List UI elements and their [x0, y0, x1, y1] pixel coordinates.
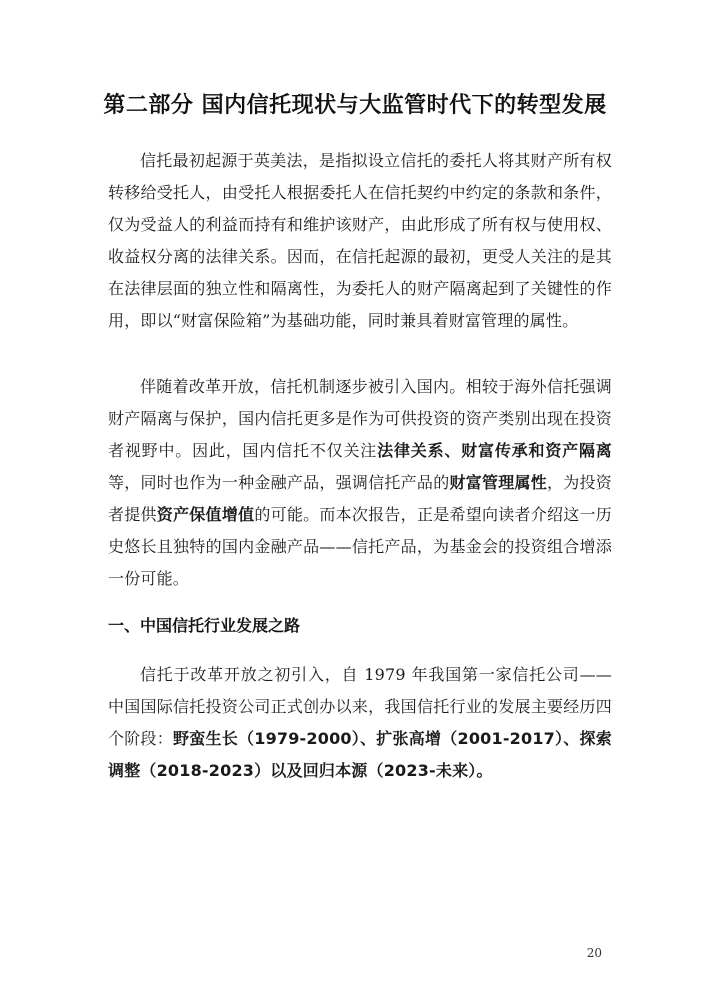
- page-number: 20: [586, 946, 602, 960]
- paragraph-trust-origin: [108, 145, 612, 337]
- paragraph-text: [108, 659, 612, 787]
- text-run: 伴随着改革开放，信托机制逐步被引入国内。相较于海外信托强调财产隔离与保护，国内信托更多是作为可供投资的资产类别出现在投资者视野中。因此，国内信托不仅关注: [108, 377, 612, 460]
- paragraph-text: [108, 371, 612, 595]
- text-run: 的可能。而本次报告，正是希望向读者介绍这一历史悠长且独特的国内金融产品——信托产品，为基金会的投资组合增添一份可能。: [108, 505, 612, 588]
- bold-text-run: 野蛮生长（1979-2000）、扩张高增（2001-2017）、探索调整（2018-2023）以及回归本源（2023-未来）。: [108, 729, 612, 780]
- bold-text-run: 法律关系、财富传承和资产隔离: [377, 441, 612, 460]
- paragraph-industry-stages: [108, 659, 612, 787]
- text-run: 等，同时也作为一种金融产品，强调信托产品的: [108, 473, 450, 492]
- text-run: 信托于改革开放之初引入，自 1979 年我国第一家信托公司——中国国际信托投资公司正式创办以来，我国信托行业的发展主要经历四个阶段：: [108, 665, 612, 748]
- section-heading: 一、中国信托行业发展之路: [108, 616, 301, 635]
- text-run: ，为投资者提供: [108, 473, 612, 524]
- bold-text-run: 资产保值增值: [156, 505, 255, 524]
- bold-text-run: 财富管理属性: [449, 473, 548, 492]
- paragraph-text: 信托最初起源于英美法，是指拟设立信托的委托人将其财产所有权转移给受托人，由受托人根据委托人在信托契约中约定的条款和条件，仅为受益人的利益而持有和维护该财产，由此形成了所有权与使用权、收益权分离的法律关系。因而，在信托起源的最初，更受人关注的是其在法律层面的独立性和隔离性，为委托人的财产隔离起到了关键性的作用，即以“财富保险箱”为基础功能，同时兼具着财富管理的属性。: [108, 151, 612, 330]
- page-title: 第二部分 国内信托现状与大监管时代下的转型发展: [103, 93, 607, 118]
- paragraph-domestic-trust: [108, 371, 612, 595]
